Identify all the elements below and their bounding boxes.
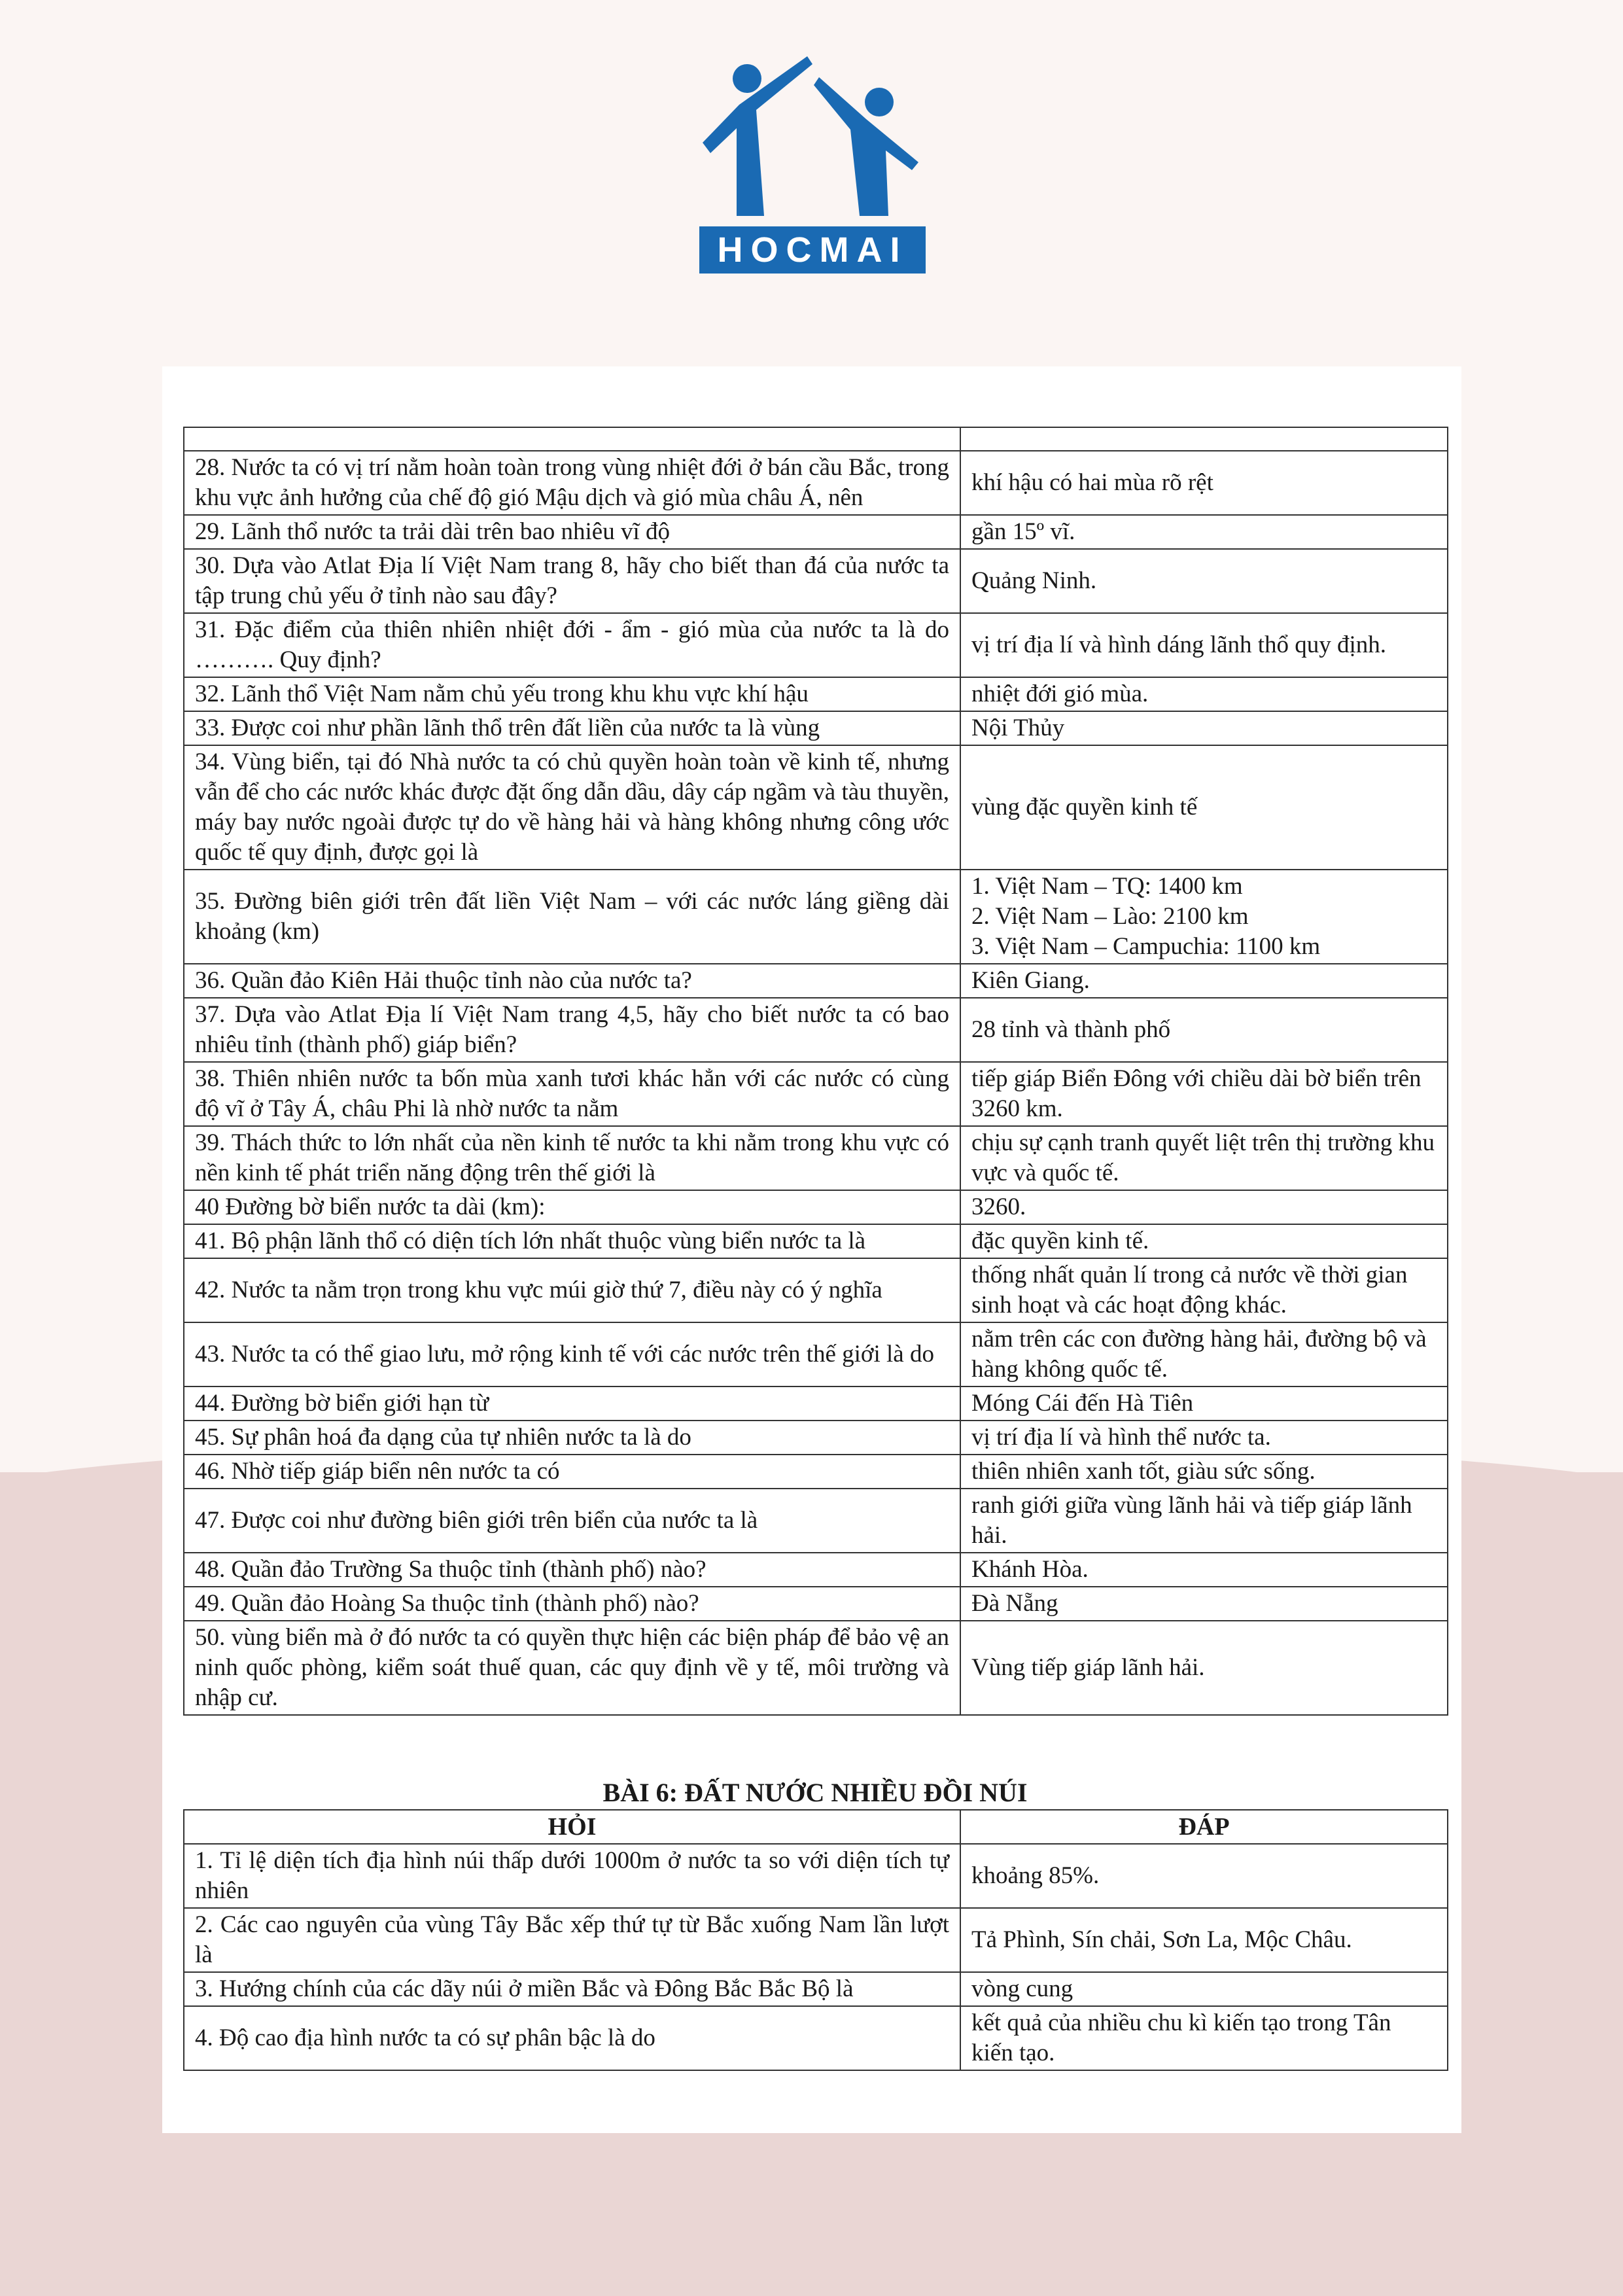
logo-wordmark: HOCMAI [699,226,926,274]
question-cell: 47. Được coi như đường biên giới trên biển của nước ta là [184,1489,960,1553]
answer-cell: Quảng Ninh. [960,549,1448,613]
question-cell: 2. Các cao nguyên của vùng Tây Bắc xếp thứ tự từ Bắc xuống Nam lần lượt là [184,1908,960,1972]
table-row [184,998,1448,1062]
answer-cell: ranh giới giữa vùng lãnh hải và tiếp giáp lãnh hải. [960,1489,1448,1553]
question-cell: 4. Độ cao địa hình nước ta có sự phân bậc là do [184,2006,960,2070]
table-row [184,1062,1448,1126]
table-row [184,1621,1448,1715]
column-header-answer: ĐÁP [960,1810,1448,1844]
question-cell [184,427,960,451]
answer-cell: Tả Phình, Sín chải, Sơn La, Mộc Châu. [960,1908,1448,1972]
table-row [184,613,1448,677]
table-row [184,1553,1448,1587]
section-title: BÀI 6: ĐẤT NƯỚC NHIỀU ĐỒI NÚI [602,1778,1028,1807]
answer-cell: 28 tỉnh và thành phố [960,998,1448,1062]
question-cell: 32. Lãnh thổ Việt Nam nằm chủ yếu trong khu khu vực khí hậu [184,677,960,711]
table-row [184,451,1448,515]
question-cell: 34. Vùng biển, tại đó Nhà nước ta có chủ quyền hoàn toàn về kinh tế, nhưng vẫn để cho các nước khác được đặt ống dẫn dầu, dây cáp ngầm và tàu thuyền, máy bay nước ngoài được tự do về hàng hải và hàng không nhưng công ước quốc tế quy định, được gọi là [184,745,960,870]
question-cell: 49. Quần đảo Hoàng Sa thuộc tỉnh (thành phố) nào? [184,1587,960,1621]
table-row [184,2006,1448,2070]
answer-cell: Khánh Hòa. [960,1553,1448,1587]
question-cell: 43. Nước ta có thể giao lưu, mở rộng kinh tế với các nước trên thế giới là do [184,1322,960,1386]
table-row [184,1322,1448,1386]
answer-cell: Nội Thủy [960,711,1448,745]
answer-cell: đặc quyền kinh tế. [960,1224,1448,1258]
qa-table-body [184,1844,1448,2070]
table-row [184,1258,1448,1322]
table-row [184,1455,1448,1489]
question-cell: 3. Hướng chính của các dãy núi ở miền Bắc và Đông Bắc Bắc Bộ là [184,1972,960,2006]
answer-cell: chịu sự cạnh tranh quyết liệt trên thị trường khu vực và quốc tế. [960,1126,1448,1190]
question-cell: 1. Tỉ lệ diện tích địa hình núi thấp dưới 1000m ở nước ta so với diện tích tự nhiên [184,1844,960,1908]
question-cell: 33. Được coi như phần lãnh thổ trên đất liền của nước ta là vùng [184,711,960,745]
answer-cell: vùng đặc quyền kinh tế [960,745,1448,870]
table-row [184,1587,1448,1621]
answer-cell: nhiệt đới gió mùa. [960,677,1448,711]
question-cell: 37. Dựa vào Atlat Địa lí Việt Nam trang 4,5, hãy cho biết nước ta có bao nhiêu tỉnh (thành phố) giáp biển? [184,998,960,1062]
column-header-question: HỎI [184,1810,960,1844]
table-row [184,1844,1448,1908]
question-cell: 28. Nước ta có vị trí nằm hoàn toàn trong vùng nhiệt đới ở bán cầu Bắc, trong khu vực ảnh hưởng của chế độ gió Mậu dịch và gió mùa châu Á, nên [184,451,960,515]
table-row [184,1224,1448,1258]
table-row [184,711,1448,745]
question-cell: 35. Đường biên giới trên đất liền Việt Nam – với các nước láng giềng dài khoảng (km) [184,870,960,964]
qa-table-continued [183,427,1448,1716]
table-row [184,745,1448,870]
answer-cell: vị trí địa lí và hình thể nước ta. [960,1421,1448,1455]
table-row [184,1421,1448,1455]
logo-figures-icon [696,51,928,221]
question-cell: 45. Sự phân hoá đa dạng của tự nhiên nước ta là do [184,1421,960,1455]
answer-cell: nằm trên các con đường hàng hải, đường bộ và hàng không quốc tế. [960,1322,1448,1386]
answer-cell: khí hậu có hai mùa rõ rệt [960,451,1448,515]
table-row [184,964,1448,998]
table-row [184,1908,1448,1972]
table-row [184,1126,1448,1190]
question-cell: 41. Bộ phận lãnh thổ có diện tích lớn nhất thuộc vùng biển nước ta là [184,1224,960,1258]
question-cell: 30. Dựa vào Atlat Địa lí Việt Nam trang 8, hãy cho biết than đá của nước ta tập trung chủ yếu ở tỉnh nào sau đây? [184,549,960,613]
qa-table-body [184,427,1448,1715]
table-row [184,677,1448,711]
answer-line: 2. Việt Nam – Lào: 2100 km [971,903,1249,930]
table-row [184,1190,1448,1224]
table-row [184,515,1448,549]
table-row [184,870,1448,964]
table-row [184,549,1448,613]
question-cell: 40 Đường bờ biển nước ta dài (km): [184,1190,960,1224]
table-row [184,427,1448,451]
answer-cell: thống nhất quản lí trong cả nước về thời gian sinh hoạt và các hoạt động khác. [960,1258,1448,1322]
question-cell: 31. Đặc điểm của thiên nhiên nhiệt đới - ẩm - gió mùa của nước ta là do ………. Quy định? [184,613,960,677]
answer-cell [960,870,1448,964]
question-cell: 36. Quần đảo Kiên Hải thuộc tỉnh nào của nước ta? [184,964,960,998]
question-cell: 50. vùng biển mà ở đó nước ta có quyền thực hiện các biện pháp để bảo vệ an ninh quốc phòng, kiểm soát thuế quan, các quy định về y tế, môi trường và nhập cư. [184,1621,960,1715]
answer-cell: kết quả của nhiều chu kì kiến tạo trong Tân kiến tạo. [960,2006,1448,2070]
answer-cell: gần 15º vĩ. [960,515,1448,549]
answer-cell [960,427,1448,451]
answer-cell: Vùng tiếp giáp lãnh hải. [960,1621,1448,1715]
table-row [184,1972,1448,2006]
answer-cell: thiên nhiên xanh tốt, giàu sức sống. [960,1455,1448,1489]
table-row [184,1386,1448,1421]
question-cell: 39. Thách thức to lớn nhất của nền kinh tế nước ta khi nằm trong khu vực có nền kinh tế phát triển năng động trên thế giới là [184,1126,960,1190]
question-cell: 48. Quần đảo Trường Sa thuộc tỉnh (thành phố) nào? [184,1553,960,1587]
question-cell: 46. Nhờ tiếp giáp biển nên nước ta có [184,1455,960,1489]
question-cell: 44. Đường bờ biển giới hạn từ [184,1386,960,1421]
answer-cell: Đà Nẵng [960,1587,1448,1621]
answer-cell: Kiên Giang. [960,964,1448,998]
answer-cell: 3260. [960,1190,1448,1224]
answer-line: 1. Việt Nam – TQ: 1400 km [971,873,1243,900]
table-row [184,1489,1448,1553]
question-cell: 42. Nước ta nằm trọn trong khu vực múi giờ thứ 7, điều này có ý nghĩa [184,1258,960,1322]
hocmai-logo [696,51,928,274]
answer-cell: vị trí địa lí và hình dáng lãnh thổ quy định. [960,613,1448,677]
question-cell: 38. Thiên nhiên nước ta bốn mùa xanh tươi khác hẳn với các nước có cùng độ vĩ ở Tây Á, châu Phi là nhờ nước ta nằm [184,1062,960,1126]
qa-table-lesson6 [183,1809,1448,2071]
table-header-row [184,1810,1448,1844]
answer-cell: khoảng 85%. [960,1844,1448,1908]
answer-cell: vòng cung [960,1972,1448,2006]
question-cell: 29. Lãnh thổ nước ta trải dài trên bao nhiêu vĩ độ [184,515,960,549]
answer-cell: tiếp giáp Biển Đông với chiều dài bờ biển trên 3260 km. [960,1062,1448,1126]
answer-cell: Móng Cái đến Hà Tiên [960,1386,1448,1421]
answer-line: 3. Việt Nam – Campuchia: 1100 km [971,933,1321,960]
